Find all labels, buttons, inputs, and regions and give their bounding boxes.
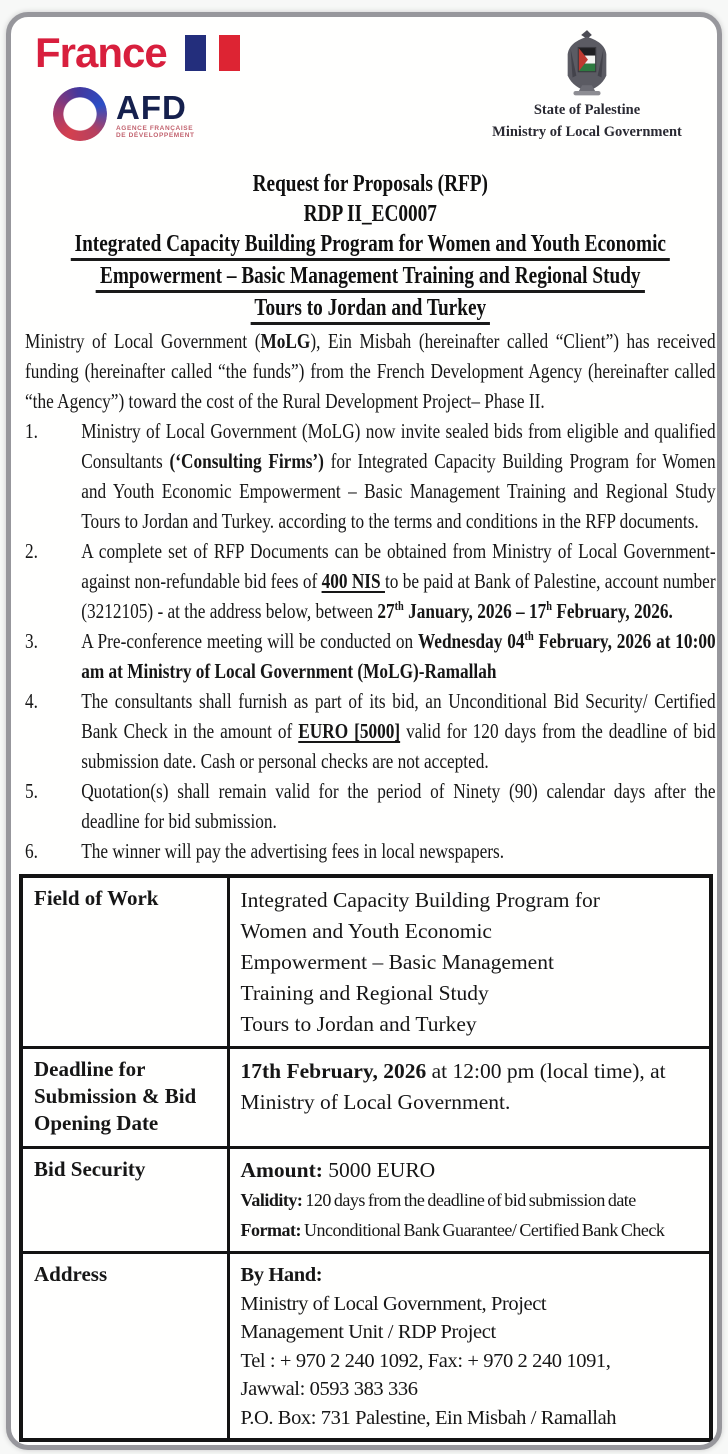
row-value: Integrated Capacity Building Program for Women and Youth Economic Empowerment – Basic Management Training and Regional Study Tours to Jordan and Turkey (228, 876, 711, 1048)
list-item (25, 626, 716, 686)
afd-wordmark: AFD (116, 89, 187, 126)
list-item (25, 776, 716, 836)
row-label: Deadline for Submission & Bid Opening Date (21, 1048, 228, 1148)
list-item-text: The consultants shall furnish as part of its bid, an Unconditional Bid Security/ Certified Bank Check in the amount of EURO [5000] valid for 120 days from the deadline of bid submission date. Cash or personal checks are not accepted. (81, 689, 716, 773)
france-wordmark: France (35, 29, 167, 76)
ministry-label: Ministry of Local Government (492, 124, 682, 140)
french-flag-blue-bar-icon (185, 35, 206, 71)
france-logo (35, 29, 240, 76)
afd-subtext: AGENCE FRANÇAISE DE DÉVELOPPEMENT (116, 125, 195, 139)
list-item-text: Quotation(s) shall remain valid for the period of Ninety (90) calendar days after the deadline for bid submission. (81, 779, 716, 833)
table-row-field-of-work (21, 876, 711, 1048)
list-item-number: 6. (25, 839, 38, 863)
document-header (19, 27, 709, 165)
title-line-program-1: Integrated Capacity Building Program for Women and Youth Economic (25, 229, 716, 261)
list-item-text: Ministry of Local Government (MoLG) now invite sealed bids from eligible and qualified Consultants (‘Consulting Firms’) for Integrated Capacity Building Program for Women and Youth Economic Empowerment – Basic Management Training and Regional Study Tours to Jordan and Turkey. according to the terms and conditions in the RFP documents. (81, 419, 716, 533)
rfp-summary-table (19, 874, 713, 1442)
list-item-text: A complete set of RFP Documents can be obtained from Ministry of Local Government- against non-refundable bid fees of 400 NIS to be paid at Bank of Palestine, account number (3212105) - at the address below, between 27th January, 2026 – 17$^h$ February, 2026. (81, 539, 716, 623)
row-label: Field of Work (21, 876, 228, 1048)
row-value: By Hand: Ministry of Local Government, Project Management Unit / RDP Project Tel : + 970 2 240 1092, Fax: + 970 2 240 1091, Jawwal: 0593 383 336 P.O. Box: 731 Palestine, Ein Misbah / Ramallah (228, 1253, 711, 1441)
row-label: Address (21, 1253, 228, 1441)
numbered-clause-list (25, 416, 716, 866)
list-item (25, 686, 716, 776)
title-line-program-3: Tours to Jordan and Turkey (25, 293, 716, 325)
ministry-header (479, 29, 695, 141)
row-value: 17th February, 2026 at 12:00 pm (local time), at Ministry of Local Government. (228, 1048, 711, 1148)
list-item-text: The winner will pay the advertising fees in local newspapers. (81, 839, 505, 863)
row-value: Amount: 5000 EURO Validity: 120 days from the deadline of bid submission date Format: Unconditional Bank Guarantee/ Certified Bank Check (228, 1148, 711, 1253)
list-item-number: 5. (25, 779, 38, 803)
title-line-program-2: Empowerment – Basic Management Training and Regional Study (25, 261, 716, 293)
list-item-text: A Pre-conference meeting will be conducted on Wednesday 04th February, 2026 at 10:00 am at Ministry of Local Government (MoLG)-Ramallah (81, 628, 716, 683)
list-item-number: 1. (25, 419, 38, 443)
list-item-number: 3. (25, 629, 38, 653)
list-item-number: 4. (25, 689, 38, 713)
document-page (6, 12, 722, 1450)
document-title (25, 169, 716, 325)
state-of-palestine-label: State of Palestine (533, 102, 641, 118)
table-row-address (21, 1253, 711, 1441)
list-item (25, 536, 716, 626)
french-flag-red-bar-icon (219, 35, 240, 71)
palestine-eagle-emblem-icon (558, 29, 616, 97)
row-label: Bid Security (21, 1148, 228, 1253)
afd-logo (53, 87, 195, 141)
list-item (25, 416, 716, 536)
table-row-deadline (21, 1048, 711, 1148)
afd-ring-icon (53, 87, 107, 141)
document-body (25, 169, 716, 866)
title-line-reference: RDP II_EC0007 (303, 201, 437, 227)
title-line-rfp: Request for Proposals (RFP) (252, 171, 488, 197)
list-item-number: 2. (25, 539, 38, 563)
intro-paragraph: Ministry of Local Government (MoLG), Ein Misbah (hereinafter called “Client”) has received funding (hereinafter called “the funds”) from the French Development Agency (hereinafter called “the Agency”) toward the cost of the Rural Development Project– Phase II. (25, 329, 716, 413)
table-row-bid-security (21, 1148, 711, 1253)
list-item (25, 836, 716, 866)
